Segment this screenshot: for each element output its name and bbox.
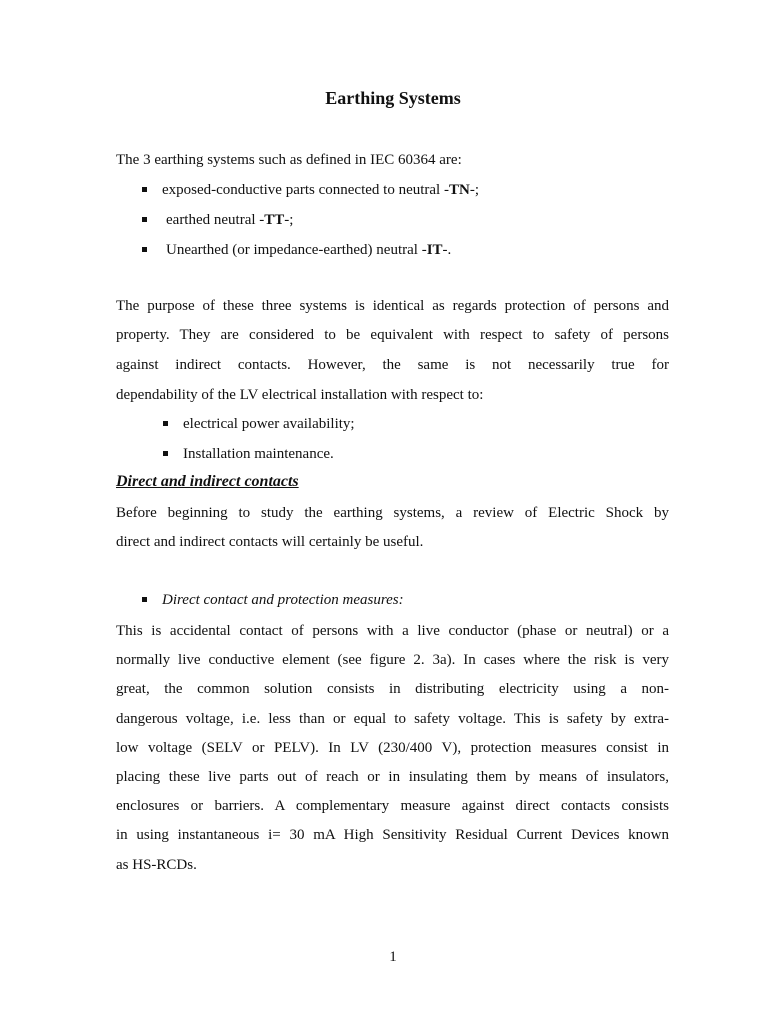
page-number: 1: [389, 949, 397, 965]
list-item: [162, 180, 479, 200]
list-item: Installation maintenance.: [183, 446, 334, 462]
paragraph-line: as HS-RCDs.: [116, 857, 197, 873]
paragraph-line: enclosures or barriers. A complementary measure against direct contacts consists: [116, 798, 669, 814]
system-text: earthed neutral -: [166, 212, 265, 228]
list-item: electrical power availability;: [183, 416, 355, 432]
system-suffix: -.: [442, 242, 452, 258]
system-suffix: -;: [284, 212, 294, 228]
bullet-icon: [142, 597, 147, 602]
paragraph-line: low voltage (SELV or PELV). In LV (230/400 V), protection measures consist in: [116, 740, 669, 756]
bullet-icon: [142, 217, 147, 222]
section-heading: Direct and indirect contacts: [116, 473, 299, 490]
bullet-icon: [142, 187, 147, 192]
system-code: IT: [426, 242, 443, 258]
intro-text: The 3 earthing systems such as defined in IEC 60364 are:: [116, 152, 462, 168]
bullet-icon: [163, 451, 168, 456]
paragraph-line: great, the common solution consists in distributing electricity using a non-: [116, 681, 669, 697]
paragraph-line: against indirect contacts. However, the same is not necessarily true for: [116, 357, 669, 373]
bullet-icon: [163, 421, 168, 426]
system-suffix: -;: [469, 182, 479, 198]
system-code: TN: [448, 182, 470, 198]
paragraph-line: placing these live parts out of reach or in insulating them by means of insulators,: [116, 769, 669, 785]
list-item: [166, 210, 293, 230]
system-code: TT: [264, 212, 285, 228]
page-title: Earthing Systems: [325, 88, 461, 108]
subheading: Direct contact and protection measures:: [162, 592, 404, 608]
paragraph-line: dangerous voltage, i.e. less than or equal to safety voltage. This is safety by extra-: [116, 711, 669, 727]
system-text: Unearthed (or impedance-earthed) neutral -: [166, 242, 427, 258]
system-text: exposed-conductive parts connected to neutral -: [162, 182, 449, 198]
paragraph-line: direct and indirect contacts will certainly be useful.: [116, 534, 424, 550]
paragraph-line: normally live conductive element (see figure 2. 3a). In cases where the risk is very: [116, 652, 669, 668]
paragraph-line: property. They are considered to be equivalent with respect to safety of persons: [116, 327, 669, 343]
paragraph-line: in using instantaneous i= 30 mA High Sensitivity Residual Current Devices known: [116, 827, 669, 843]
list-item: [166, 240, 451, 260]
bullet-icon: [142, 247, 147, 252]
paragraph-line: The purpose of these three systems is identical as regards protection of persons and: [116, 298, 669, 314]
paragraph-line: This is accidental contact of persons with a live conductor (phase or neutral) or a: [116, 623, 669, 639]
paragraph-line: Before beginning to study the earthing systems, a review of Electric Shock by: [116, 505, 669, 521]
paragraph-line: dependability of the LV electrical installation with respect to:: [116, 387, 484, 403]
